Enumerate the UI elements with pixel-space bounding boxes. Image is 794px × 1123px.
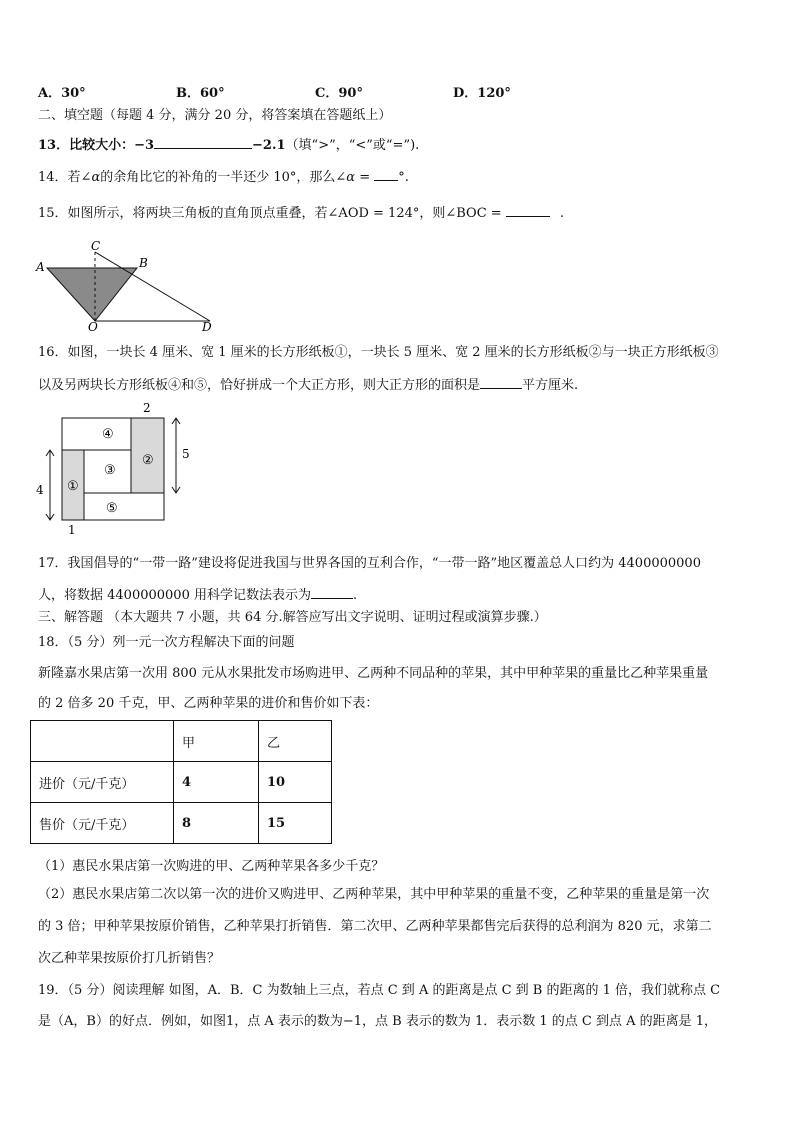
label-board-4: ④ (102, 427, 114, 442)
alpha-symbol: α (91, 170, 101, 185)
option-letter: B． (176, 86, 200, 101)
q17-prefix: 人，将数据 4400000000 用科学记数法表示为 (38, 588, 311, 603)
label-o: O (88, 320, 98, 332)
table-cell: 进价（元/千克） (31, 762, 174, 803)
dim-label-left: 4 (36, 483, 44, 497)
price-table (30, 720, 332, 844)
question-14 (38, 166, 409, 187)
option-letter: D． (453, 86, 478, 101)
table-cell (31, 721, 174, 762)
question-17-line2 (38, 584, 357, 605)
q16-suffix: 平方厘米. (522, 378, 579, 393)
option-c (315, 82, 363, 101)
question-18-sub1: （1）惠民水果店第一次购进的甲、乙两种苹果各多少千克？ (38, 859, 385, 874)
question-17-line1: 17．我国倡导的“一带一路”建设将促进我国与世界各国的互利合作，“一带一路”地区覆盖总人口约为 4400000000 (38, 556, 701, 571)
q15-end: . (559, 206, 564, 221)
question-18-sub2-line3: 次乙种苹果按原价打几折销售？ (38, 951, 221, 966)
q14-eq: = (355, 170, 375, 185)
table-cell: 4 (174, 762, 259, 803)
q16-prefix: 以及另两块长方形纸板④和⑤，恰好拼成一个大正方形，则大正方形的面积是 (38, 378, 481, 393)
option-b (176, 82, 225, 101)
triangle-aob (47, 268, 137, 321)
q14-mid: 的余角比它的补角的一半还少 10°，那么∠ (100, 170, 347, 185)
option-d (453, 82, 511, 101)
table-cell: 乙 (259, 721, 332, 762)
dim-label-top: 2 (143, 401, 151, 415)
option-a (38, 82, 86, 101)
option-letter: C． (315, 86, 339, 101)
question-13 (38, 134, 419, 155)
question-18-line1: 新隆嘉水果店第一次用 800 元从水果批发市场购进甲、乙两种不同品种的苹果，其中甲种苹果的重量比乙种苹果重量 (38, 666, 709, 681)
option-value: 90° (338, 86, 363, 101)
question-18-title: 18．（5 分）列一元一次方程解决下面的问题 (38, 635, 295, 650)
table-cell: 15 (259, 803, 332, 844)
q13-prefix: 13．比较大小：−3 (38, 138, 155, 153)
label-board-2: ② (142, 453, 154, 468)
table-cell: 甲 (174, 721, 259, 762)
option-value: 30° (61, 86, 86, 101)
section3-header: 三、解答题 （本大题共 7 小题，共 64 分.解答应写出文字说明、证明过程或演算步骤.） (38, 610, 547, 625)
label-c: C (91, 239, 101, 253)
option-value: 60° (200, 86, 225, 101)
option-value: 120° (477, 86, 511, 101)
question-19-line2: 是（A，B）的好点．例如，如图1，点 A 表示的数为−1，点 B 表示的数为 1．表示数 1 的点 C 到点 A 的距离是 1， (38, 1014, 718, 1029)
table-cell: 10 (259, 762, 332, 803)
question-16-line2 (38, 374, 578, 395)
question-15 (38, 202, 564, 223)
answer-blank-15[interactable] (506, 202, 550, 217)
table-header-row (31, 721, 332, 762)
answer-blank-16[interactable] (480, 374, 522, 389)
label-board-5: ⑤ (106, 501, 118, 516)
table-row (31, 803, 332, 844)
q17-suffix: . (352, 588, 358, 603)
answer-blank-17[interactable] (311, 584, 353, 599)
figure-15-triangles (30, 236, 230, 332)
question-18-sub2-line1: （2）惠民水果店第二次以第一次的进价又购进甲、乙两种苹果，其中甲种苹果的重量不变，乙种苹果的重量是第一次 (38, 887, 710, 902)
dim-label-bottom: 1 (68, 523, 76, 537)
table-row (31, 762, 332, 803)
label-b: B (139, 256, 148, 270)
label-board-1: ① (67, 479, 79, 494)
answer-blank-13[interactable] (154, 134, 252, 149)
label-board-3: ③ (104, 463, 116, 478)
question-18-line2: 的 2 倍多 20 千克，甲、乙两种苹果的进价和售价如下表： (38, 696, 379, 711)
section2-header: 二、填空题（每题 4 分，满分 20 分，将答案填在答题纸上） (38, 108, 392, 123)
alpha-symbol: α (346, 170, 356, 185)
table-cell: 售价（元/千克） (31, 803, 174, 844)
question-19-line1: 19．（5 分）阅读理解 如图，A．B．C 为数轴上三点，若点 C 到 A 的距离是点 C 到 B 的距离的 1 倍，我们就称点 C (38, 983, 721, 998)
answer-blank-14[interactable] (374, 166, 398, 181)
label-d: D (202, 320, 212, 332)
option-letter: A． (38, 86, 62, 101)
label-a: A (36, 260, 45, 274)
question-16-line1: 16．如图，一块长 4 厘米、宽 1 厘米的长方形纸板①，一块长 5 厘米、宽 2 厘米的长方形纸板②与一块正方形纸板③ (38, 345, 719, 360)
question-18-sub2-line2: 的 3 倍；甲种苹果按原价销售，乙种苹果打折销售．第二次甲、乙两种苹果都售完后获得的总利润为 820 元，求第二 (38, 919, 712, 934)
q13-compare: −2.1 (252, 138, 286, 153)
table-cell: 8 (174, 803, 259, 844)
q14-prefix: 14．若∠ (38, 170, 92, 185)
q14-suffix: °. (398, 170, 409, 185)
q13-suffix: （填“>”，“<”或“=”). (285, 138, 420, 153)
q15-text: 15．如图所示，将两块三角板的直角顶点重叠，若∠AOD = 124°，则∠BOC = (38, 206, 506, 221)
dim-label-right: 5 (182, 447, 190, 461)
figure-16-squares (30, 398, 210, 538)
